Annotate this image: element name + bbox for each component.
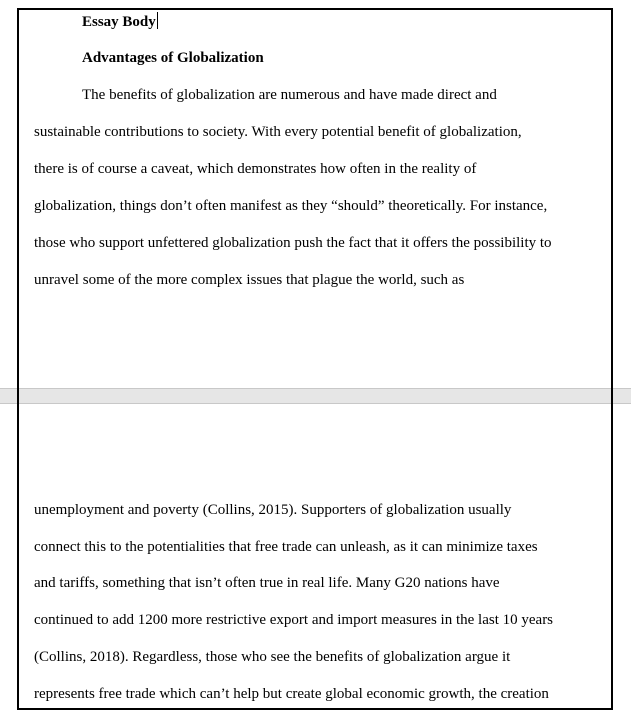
paragraph-line[interactable]: unemployment and poverty (Collins, 2015). Supporters of globalization usually bbox=[34, 502, 512, 518]
paragraph-line[interactable]: The benefits of globalization are numerous and have made direct and bbox=[82, 87, 497, 103]
section-subheading[interactable]: Advantages of Globalization bbox=[82, 50, 264, 66]
paragraph-line[interactable]: represents free trade which can’t help but create global economic growth, the creation bbox=[34, 686, 549, 702]
essay-heading[interactable]: Essay Body bbox=[82, 14, 156, 30]
paragraph-line[interactable]: unravel some of the more complex issues that plague the world, such as bbox=[34, 272, 465, 288]
paragraph-line[interactable]: there is of course a caveat, which demonstrates how often in the reality of bbox=[34, 161, 477, 177]
paragraph-line[interactable]: and tariffs, something that isn’t often true in real life. Many G20 nations have bbox=[34, 575, 500, 591]
paragraph-line[interactable]: continued to add 1200 more restrictive export and import measures in the last 10 years bbox=[34, 612, 554, 628]
paragraph-line[interactable]: globalization, things don’t often manifest as they “should” theoretically. For instance, bbox=[34, 198, 548, 214]
page-break-gap bbox=[0, 388, 631, 404]
paragraph-line[interactable]: sustainable contributions to society. With every potential benefit of globalization, bbox=[34, 124, 522, 140]
paragraph-line[interactable]: those who support unfettered globalization push the fact that it offers the possibility to bbox=[34, 235, 552, 251]
text-cursor bbox=[157, 12, 158, 29]
paragraph-line[interactable]: connect this to the potentialities that free trade can unleash, as it can minimize taxes bbox=[34, 539, 538, 555]
paragraph-line[interactable]: (Collins, 2018). Regardless, those who see the benefits of globalization argue it bbox=[34, 649, 511, 665]
highlight-frame bbox=[17, 8, 613, 710]
